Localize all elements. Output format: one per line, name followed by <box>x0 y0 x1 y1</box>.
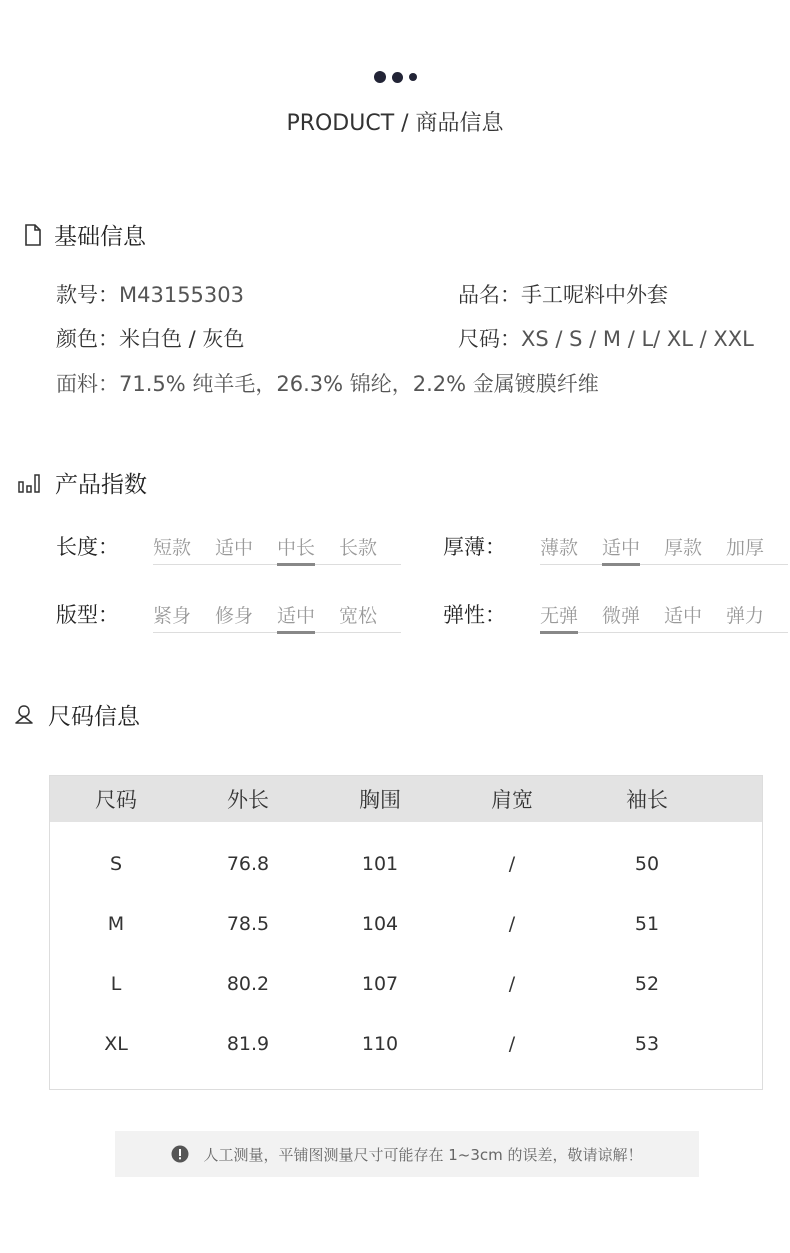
index-label-stretch: 弹性： <box>443 603 506 627</box>
info-value: XS / S / M / L/ XL / XXL <box>521 327 754 351</box>
table-body <box>50 822 762 1074</box>
index-option: 弹力 <box>726 605 765 627</box>
table-cell: 81.9 <box>226 1033 270 1055</box>
table-cell: 110 <box>361 1033 399 1055</box>
size-table <box>49 775 763 1090</box>
index-option-selected: 适中 <box>277 601 339 632</box>
table-row <box>50 834 762 894</box>
index-label-length: 长度： <box>56 535 119 559</box>
info-value: 米白色 / 灰色 <box>119 327 245 351</box>
table-cell: 51 <box>634 913 660 935</box>
table-row <box>50 1014 762 1074</box>
index-label-thickness: 厚薄： <box>443 535 506 559</box>
table-cell: L <box>110 973 122 995</box>
index-option-selected: 无弹 <box>540 601 602 632</box>
info-value: M43155303 <box>119 283 245 307</box>
index-options-stretch <box>540 601 788 633</box>
index-option: 适中 <box>215 537 254 559</box>
index-option: 修身 <box>215 605 254 627</box>
section-title: 基础信息 <box>54 224 146 250</box>
section-title: 尺码信息 <box>48 704 140 730</box>
info-label: 款号： <box>56 283 119 307</box>
column-header: 尺码 <box>95 788 137 812</box>
info-label: 颜色： <box>56 327 119 351</box>
index-option: 适中 <box>664 605 703 627</box>
index-option: 宽松 <box>339 605 378 627</box>
table-row <box>50 954 762 1014</box>
index-option: 微弹 <box>602 605 641 627</box>
info-color <box>56 323 244 353</box>
index-options-fit <box>153 601 401 633</box>
user-icon <box>12 703 36 727</box>
info-code <box>56 279 244 309</box>
column-header: 肩宽 <box>491 788 533 812</box>
table-cell: / <box>508 853 516 875</box>
table-header <box>50 776 762 822</box>
index-label-fit: 版型： <box>56 603 119 627</box>
info-label: 尺码： <box>458 327 521 351</box>
info-label: 面料： <box>56 372 119 396</box>
index-options-length <box>153 533 401 565</box>
dot <box>392 72 403 83</box>
table-cell: S <box>109 853 123 875</box>
table-cell: 80.2 <box>226 973 270 995</box>
index-option: 加厚 <box>726 537 765 559</box>
index-options-thickness <box>540 533 788 565</box>
column-header: 胸围 <box>359 788 401 812</box>
measurement-notice <box>115 1131 699 1177</box>
index-option: 薄款 <box>540 537 579 559</box>
column-header: 外长 <box>227 788 269 812</box>
table-cell: / <box>508 913 516 935</box>
notice-text: 人工测量，平铺图测量尺寸可能存在 1~3cm 的误差，敬请谅解！ <box>203 1145 643 1164</box>
index-option-selected: 适中 <box>602 533 664 564</box>
table-cell: / <box>508 1033 516 1055</box>
section-product-index <box>18 466 147 499</box>
table-cell: M <box>107 913 125 935</box>
column-header: 袖长 <box>626 788 668 812</box>
info-label: 品名： <box>458 283 521 307</box>
index-option: 紧身 <box>153 605 192 627</box>
table-cell: 50 <box>634 853 660 875</box>
dot <box>374 71 386 83</box>
document-icon <box>24 224 42 246</box>
table-cell: 52 <box>634 973 660 995</box>
table-cell: / <box>508 973 516 995</box>
page-title: PRODUCT / 商品信息 <box>286 111 504 136</box>
table-cell: XL <box>104 1033 128 1055</box>
table-cell: 104 <box>361 913 399 935</box>
index-option: 厚款 <box>664 537 703 559</box>
section-basic-info <box>24 218 146 251</box>
exclamation-icon <box>171 1145 189 1163</box>
table-cell: 76.8 <box>226 853 270 875</box>
section-size-info <box>12 698 140 731</box>
info-fabric <box>56 368 599 398</box>
section-title: 产品指数 <box>55 472 147 498</box>
dot <box>409 73 417 81</box>
table-cell: 101 <box>361 853 399 875</box>
index-option: 长款 <box>339 537 378 559</box>
table-cell: 107 <box>361 973 399 995</box>
table-cell: 53 <box>634 1033 660 1055</box>
info-name <box>458 279 668 309</box>
bar-chart-icon <box>18 472 40 494</box>
table-cell: 78.5 <box>226 913 270 935</box>
decorative-dots <box>0 71 790 83</box>
info-value: 71.5% 纯羊毛，26.3% 锦纶，2.2% 金属镀膜纤维 <box>119 372 599 396</box>
info-size <box>458 323 754 353</box>
index-option: 短款 <box>153 537 192 559</box>
index-option-selected: 中长 <box>277 533 339 564</box>
table-row <box>50 894 762 954</box>
info-value: 手工呢料中外套 <box>521 283 668 307</box>
